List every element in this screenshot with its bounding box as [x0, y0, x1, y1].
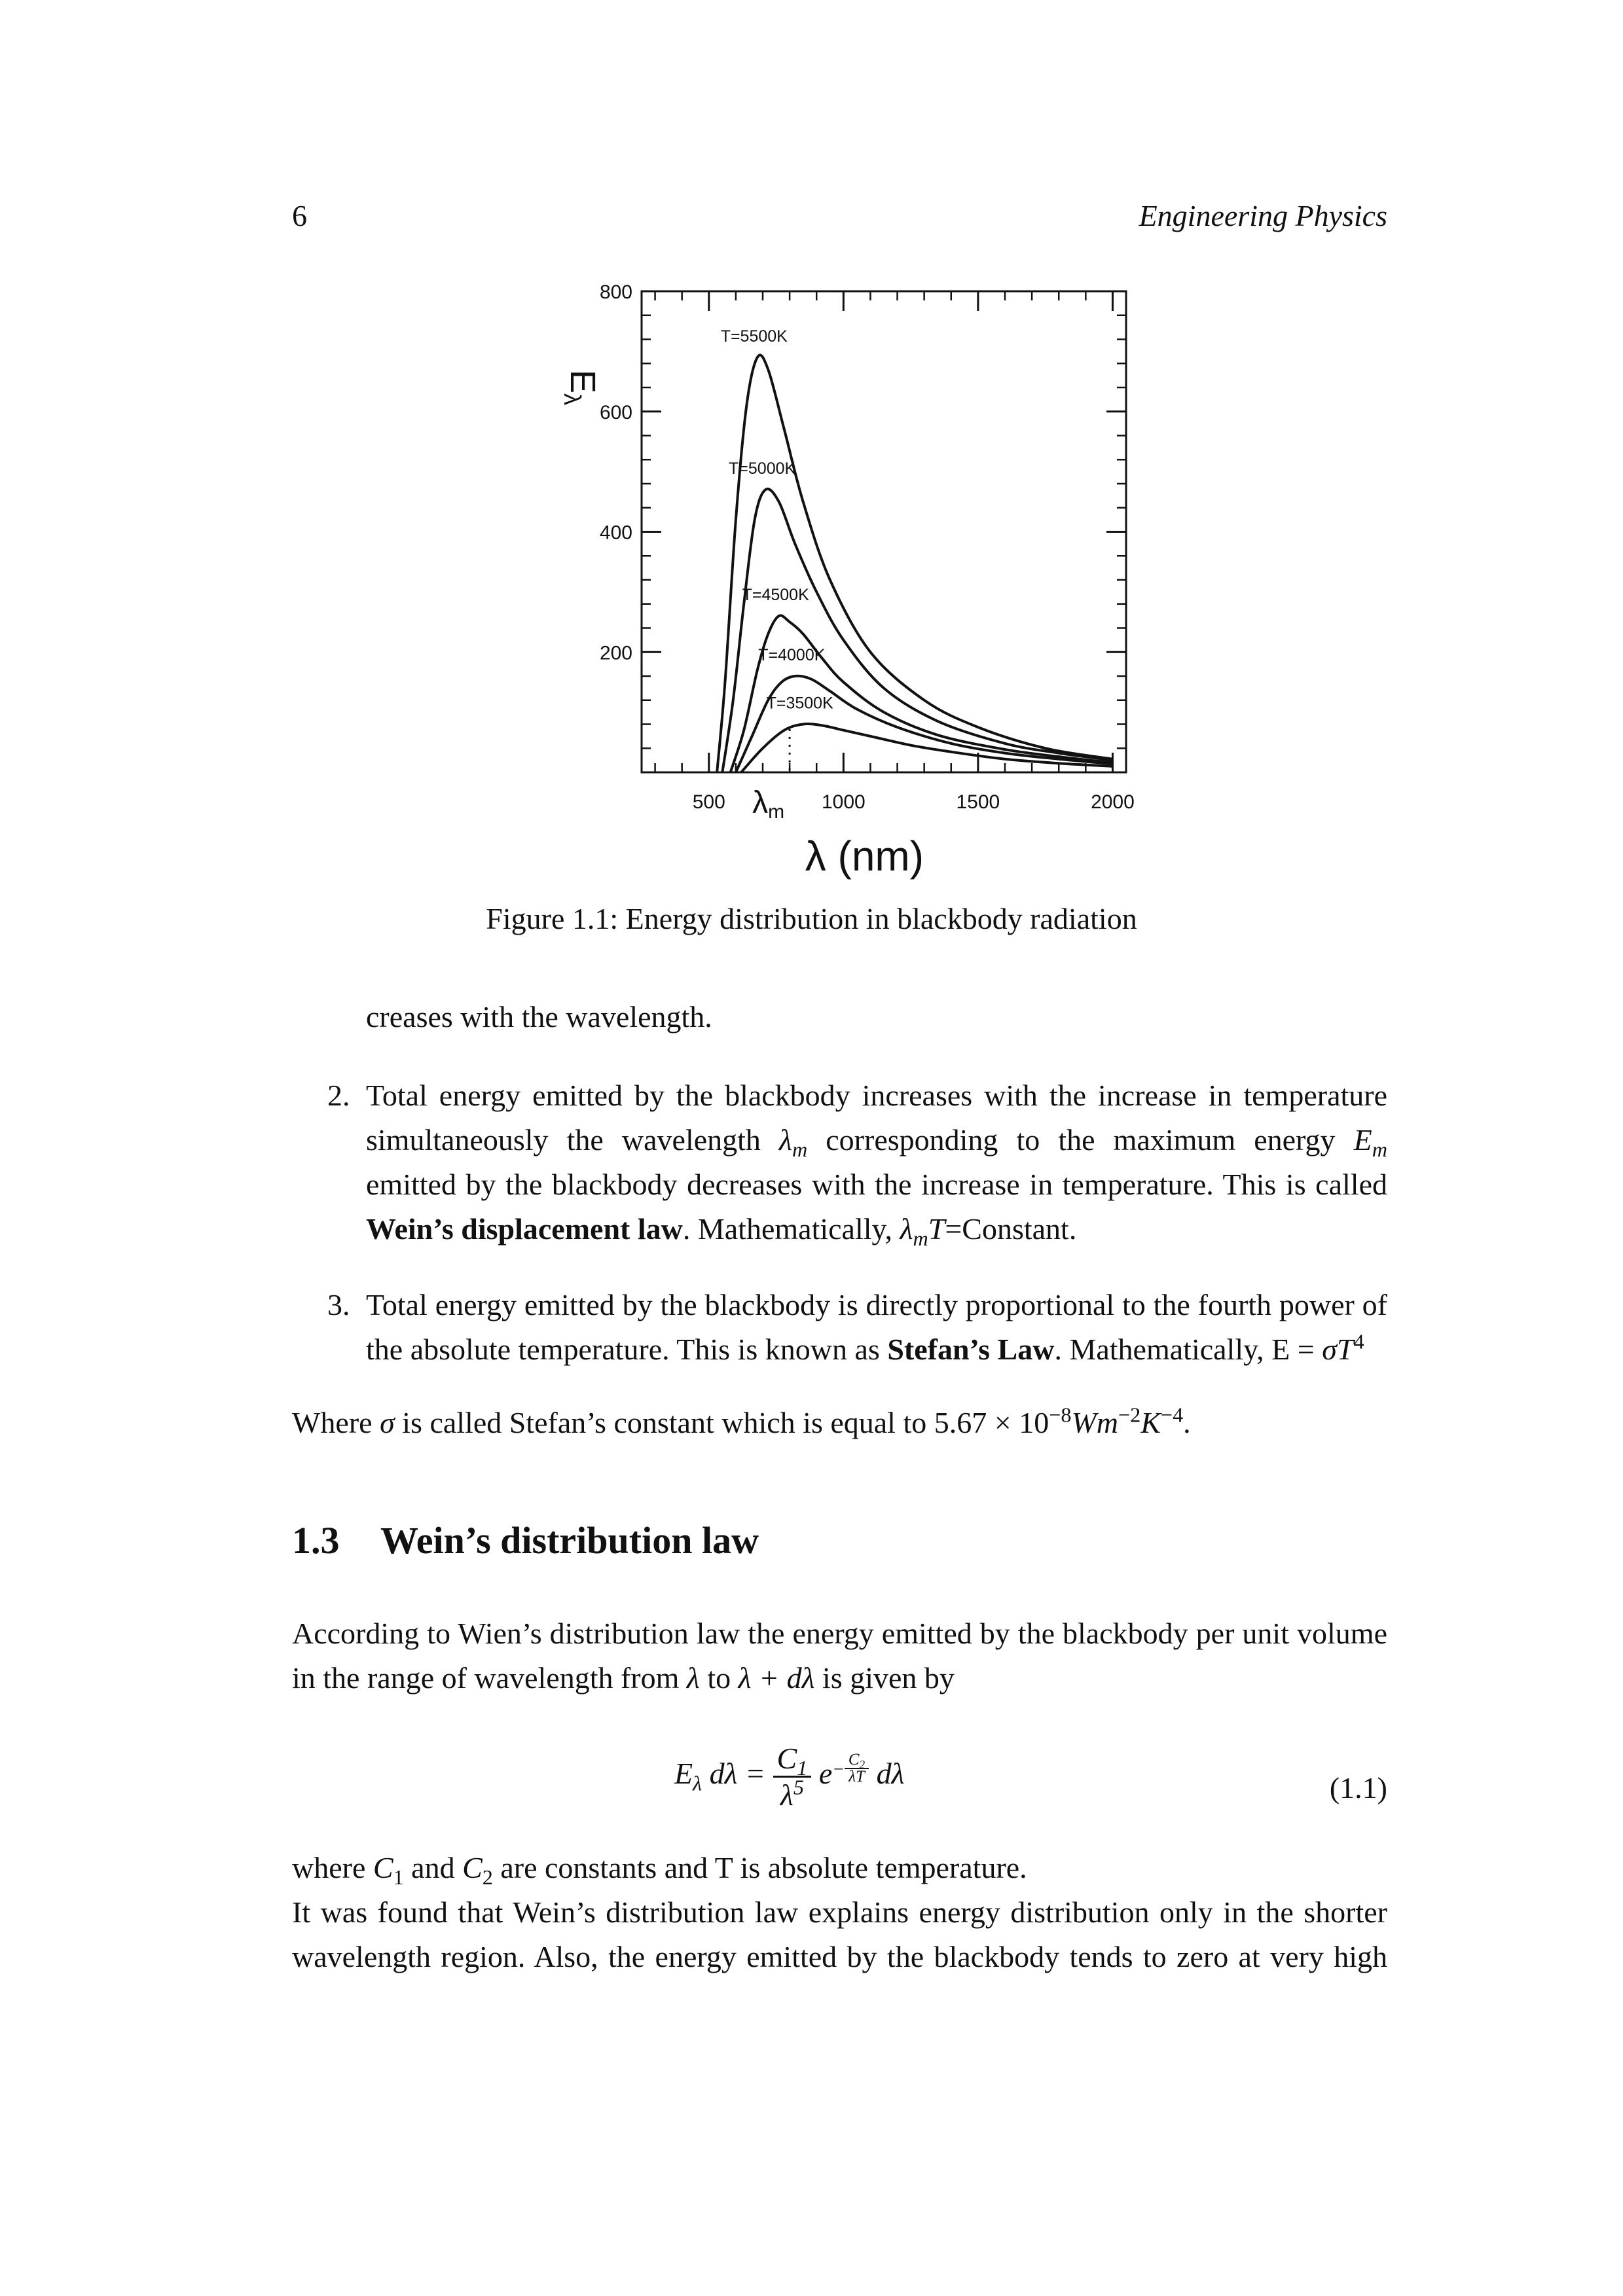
section-title: Wein’s distribution law — [380, 1519, 759, 1562]
eq-sub: λ — [693, 1771, 702, 1795]
subscript: m — [1372, 1138, 1387, 1162]
peak-marker-label: λm — [752, 785, 785, 823]
lambda-symbol: λ — [900, 1212, 913, 1246]
text: Total energy emitted by the blackbody increases with the increase in temperature simultaneously the wavelength — [366, 1079, 1387, 1157]
eq-exponent — [845, 1752, 869, 1786]
temperature-symbol: T — [928, 1212, 945, 1246]
text: are constants and T is absolute temperature. — [492, 1851, 1027, 1884]
bold-term: Stefan’s Law — [887, 1333, 1055, 1366]
constant-symbol: C — [462, 1851, 483, 1884]
list-number: 2. — [327, 1079, 350, 1112]
text: . Mathematically, E = — [1054, 1333, 1322, 1366]
list-number: 3. — [327, 1288, 350, 1321]
list-text — [366, 1073, 1387, 1251]
subscript: 1 — [393, 1865, 404, 1890]
text: where — [292, 1851, 373, 1884]
running-title: Engineering Physics — [1139, 199, 1387, 232]
continuation-text: creases with the wavelength. — [366, 1000, 712, 1033]
eq-den: λ — [780, 1778, 793, 1812]
superscript: −4 — [1160, 1403, 1184, 1427]
text: =Constant. — [945, 1212, 1077, 1246]
bold-term: Wein’s displacement law — [366, 1212, 683, 1246]
text: is given by — [814, 1661, 955, 1695]
plot-frame — [642, 291, 1126, 772]
equation-1-1: $E_\lambda$ dλ = $\frac{C_1}{\lambda^5}$ $e^{- \frac{C_2}{\lambda T}}$ dλ — [674, 1742, 905, 1812]
text: corresponding to the maximum energy — [807, 1123, 1354, 1157]
blackbody-chart — [517, 268, 1159, 890]
y-axis-title: Eλ — [559, 369, 602, 406]
sigma-t-symbol: σT — [1322, 1333, 1354, 1366]
unit: K — [1140, 1406, 1161, 1439]
text: According to Wien’s distribution law the energy emitted by the blackbody per unit volume in the range of wavelength from — [292, 1617, 1387, 1695]
energy-symbol: E — [1353, 1123, 1372, 1157]
x-axis-title: λ (nm) — [805, 833, 924, 880]
y-tick-label: 400 — [599, 522, 632, 544]
series-label: T=4000K — [758, 646, 826, 664]
eq-exp-num: C — [848, 1750, 860, 1768]
page-number: 6 — [292, 199, 307, 232]
section-number: 1.3 — [292, 1519, 340, 1562]
section-heading — [292, 1518, 759, 1562]
text-line: wavelength region. Also, the energy emitted by the blackbody tends to zero at very high — [292, 1940, 1387, 1973]
series-label: T=3500K — [766, 694, 833, 713]
eq-tail: dλ — [876, 1757, 905, 1791]
text: . — [1183, 1406, 1191, 1439]
subscript: 2 — [482, 1865, 493, 1890]
lambda-symbol: λ — [779, 1123, 792, 1157]
lambda-symbol: λ — [686, 1661, 700, 1695]
y-tick-label: 800 — [599, 281, 632, 303]
list-text — [366, 1283, 1387, 1372]
text: is called Stefan’s constant which is equal to 5.67 × 10 — [394, 1406, 1049, 1439]
lambda-range: λ + dλ — [738, 1661, 815, 1695]
eq-lhs: E — [674, 1757, 693, 1791]
subscript: m — [792, 1138, 808, 1162]
superscript: 4 — [1353, 1329, 1364, 1354]
text: and — [403, 1851, 463, 1884]
text: Total energy emitted by the blackbody is directly proportional to the fourth power of the absolute temperature. This is known as — [366, 1288, 1387, 1366]
y-tick-label: 600 — [599, 401, 632, 423]
text: Where — [292, 1406, 380, 1439]
x-tick-label: 1000 — [821, 791, 866, 813]
intro-paragraph — [292, 1611, 1387, 1700]
eq-num-sub: 1 — [797, 1756, 808, 1780]
subscript: m — [913, 1227, 928, 1251]
equation-number: (1.1) — [1329, 1771, 1387, 1804]
eq-exp-sub: 2 — [859, 1758, 866, 1771]
series-line — [736, 676, 1113, 772]
unit: Wm — [1071, 1406, 1118, 1439]
text: emitted by the blackbody decreases with the increase in temperature. This is called — [366, 1168, 1387, 1201]
text-line: It was found that Wein’s distribution law explains energy distribution only in the shorter — [292, 1895, 1387, 1929]
text: . Mathematically, — [682, 1212, 900, 1246]
constant-symbol: C — [373, 1851, 393, 1884]
text: to — [699, 1661, 739, 1695]
x-tick-label: 1500 — [956, 791, 1000, 813]
series-line — [722, 489, 1112, 772]
stefan-constant-line — [292, 1401, 1387, 1445]
x-tick-label: 2000 — [1091, 791, 1135, 813]
superscript: −8 — [1049, 1403, 1072, 1427]
eq-lhs-rest: dλ = — [709, 1757, 766, 1791]
closing-paragraph — [292, 1846, 1387, 1979]
y-tick-label: 200 — [599, 642, 632, 664]
figure-caption: Figure 1.1: Energy distribution in blackbody radiation — [486, 902, 1137, 935]
series-label: T=5500K — [720, 327, 788, 346]
superscript: −2 — [1118, 1403, 1141, 1427]
series-label: T=5000K — [729, 459, 796, 478]
eq-den-sup: 5 — [793, 1775, 804, 1799]
eq-exp-den: λT — [848, 1768, 865, 1786]
x-tick-label: 500 — [692, 791, 725, 813]
text-line — [292, 1846, 1387, 1890]
eq-exp-base: e — [818, 1757, 833, 1791]
series-label: T=4500K — [742, 586, 809, 605]
eq-num: C — [776, 1742, 797, 1775]
eq-fraction — [773, 1741, 812, 1812]
sigma-symbol: σ — [380, 1406, 395, 1439]
